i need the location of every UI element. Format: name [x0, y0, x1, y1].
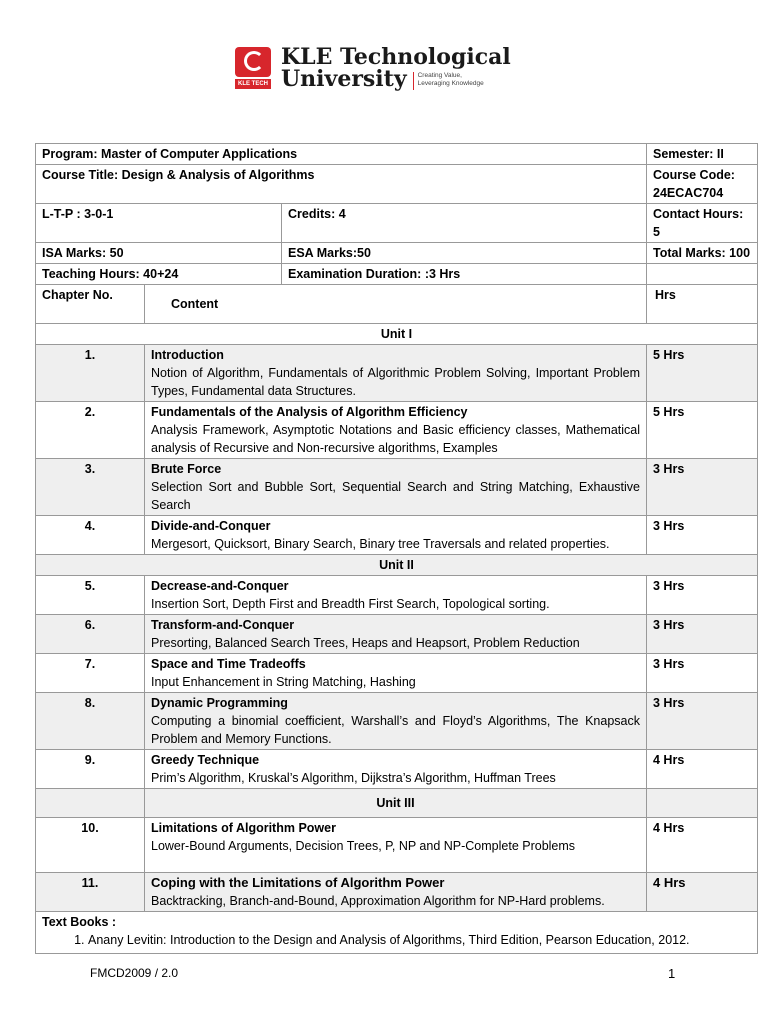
logo-badge: KLE TECH: [235, 79, 271, 89]
chapter-description: Lower-Bound Arguments, Decision Trees, P, NP and NP-Complete Problems: [151, 839, 576, 853]
chapter-hours: 3 Hrs: [647, 516, 758, 555]
chapter-hours: 5 Hrs: [647, 402, 758, 459]
credits-cell: Credits: 4: [282, 204, 647, 243]
chapter-hours: 3 Hrs: [647, 654, 758, 693]
chapter-hours: 4 Hrs: [647, 873, 758, 912]
chapter-hours: 5 Hrs: [647, 345, 758, 402]
chapter-row: [36, 576, 758, 615]
hrs-column-header: Hrs: [647, 285, 758, 324]
kle-emblem-icon: [233, 45, 273, 91]
logo-name-line2: University: [281, 66, 407, 92]
chapter-description: Input Enhancement in String Matching, Hashing: [151, 675, 416, 689]
esa-marks-cell: ESA Marks:50: [282, 243, 647, 264]
chapter-content: [145, 459, 647, 516]
chapter-description: Selection Sort and Bubble Sort, Sequential Search and String Matching, Exhaustive Search: [151, 480, 640, 512]
semester-cell: Semester: II: [647, 144, 758, 165]
textbooks-heading: Text Books :: [42, 915, 117, 929]
chapter-title: Limitations of Algorithm Power: [151, 821, 336, 835]
chapter-title: Coping with the Limitations of Algorithm Power: [151, 875, 445, 890]
chapter-hours: 3 Hrs: [647, 459, 758, 516]
exam-duration-cell: Examination Duration: :3 Hrs: [282, 264, 647, 285]
program-cell: Program: Master of Computer Applications: [36, 144, 647, 165]
unit-heading: Unit II: [36, 555, 758, 576]
syllabus-table: [35, 143, 758, 954]
chapter-content: [145, 516, 647, 555]
chapter-number: 2.: [36, 402, 145, 459]
chapter-number: 3.: [36, 459, 145, 516]
chapter-number: 10.: [36, 818, 145, 873]
unit-heading: Unit I: [36, 324, 758, 345]
chapter-number: 6.: [36, 615, 145, 654]
chapter-number: 8.: [36, 693, 145, 750]
chapter-hours: 4 Hrs: [647, 818, 758, 873]
chapter-description: Backtracking, Branch-and-Bound, Approximation Algorithm for NP-Hard problems.: [151, 894, 605, 908]
chapter-title: Introduction: [151, 348, 224, 362]
chapter-number: 4.: [36, 516, 145, 555]
chapter-content: [145, 345, 647, 402]
chapter-row: [36, 818, 758, 873]
chapter-content: [145, 576, 647, 615]
page-number: 1: [668, 966, 676, 981]
chapter-row: [36, 459, 758, 516]
chapter-hours: 3 Hrs: [647, 693, 758, 750]
total-marks-cell: Total Marks: 100: [647, 243, 758, 264]
chapter-title: Space and Time Tradeoffs: [151, 657, 306, 671]
chapter-content: [145, 818, 647, 873]
chapter-title: Greedy Technique: [151, 753, 260, 767]
chapter-row: [36, 693, 758, 750]
chapter-description: Mergesort, Quicksort, Binary Search, Binary tree Traversals and related properties.: [151, 537, 610, 551]
chapter-row: [36, 402, 758, 459]
teaching-hours-cell: Teaching Hours: 40+24: [36, 264, 282, 285]
textbooks-cell: [36, 912, 758, 954]
course-title-cell: Course Title: Design & Analysis of Algorithms: [36, 165, 647, 204]
chapter-description: Computing a binomial coefficient, Warshall’s and Floyd’s Algorithms, The Knapsack Problem and Memory Functions.: [151, 714, 640, 746]
course-code-cell: Course Code: 24ECAC704: [647, 165, 758, 204]
chapter-number: 5.: [36, 576, 145, 615]
chapter-row: [36, 750, 758, 789]
chapter-number: 9.: [36, 750, 145, 789]
empty-cell: [647, 264, 758, 285]
chapter-number: 7.: [36, 654, 145, 693]
chapter-title: Decrease-and-Conquer: [151, 579, 289, 593]
chapter-content: [145, 873, 647, 912]
textbook-item: 1. Anany Levitin: Introduction to the Design and Analysis of Algorithms, Third Edition, Pearson Education, 2012.: [88, 931, 751, 949]
chapter-description: Insertion Sort, Depth First and Breadth First Search, Topological sorting.: [151, 597, 550, 611]
chapter-number: 11.: [36, 873, 145, 912]
chapter-content: [145, 750, 647, 789]
chapter-column-header: Chapter No.: [36, 285, 145, 324]
chapter-row: [36, 516, 758, 555]
chapter-description: Prim’s Algorithm, Kruskal’s Algorithm, Dijkstra’s Algorithm, Huffman Trees: [151, 771, 556, 785]
chapter-title: Brute Force: [151, 462, 222, 476]
chapter-title: Divide-and-Conquer: [151, 519, 271, 533]
chapter-row: [36, 873, 758, 912]
chapter-title: Transform-and-Conquer: [151, 618, 295, 632]
chapter-hours: 4 Hrs: [647, 750, 758, 789]
chapter-row: [36, 615, 758, 654]
chapter-content: [145, 654, 647, 693]
isa-marks-cell: ISA Marks: 50: [36, 243, 282, 264]
chapter-row: [36, 654, 758, 693]
ltp-cell: L-T-P : 3-0-1: [36, 204, 282, 243]
chapter-hours: 3 Hrs: [647, 576, 758, 615]
chapter-title: Fundamentals of the Analysis of Algorithm Efficiency: [151, 405, 468, 419]
chapter-row: [36, 345, 758, 402]
chapter-number: 1.: [36, 345, 145, 402]
chapter-content: [145, 615, 647, 654]
textbooks-list: [42, 931, 751, 949]
chapter-title: Dynamic Programming: [151, 696, 288, 710]
chapter-content: [145, 693, 647, 750]
unit-heading: Unit III: [145, 789, 647, 818]
logo-tagline: Creating Value, Leveraging Knowledge: [413, 72, 484, 90]
logo-name-line1: KLE Technological: [281, 44, 511, 70]
chapter-description: Notion of Algorithm, Fundamentals of Algorithmic Problem Solving, Important Problem Types, Fundamental data Structures.: [151, 366, 640, 398]
chapter-hours: 3 Hrs: [647, 615, 758, 654]
document-code: FMCD2009 / 2.0: [90, 966, 179, 980]
chapter-description: Presorting, Balanced Search Trees, Heaps and Heapsort, Problem Reduction: [151, 636, 580, 650]
contact-hours-cell: Contact Hours: 5: [647, 204, 758, 243]
chapter-content: [145, 402, 647, 459]
chapter-description: Analysis Framework, Asymptotic Notations and Basic efficiency classes, Mathematical analysis of Recursive and Non-recursive algorithms, Examples: [151, 423, 640, 455]
content-column-header: Content: [145, 285, 647, 324]
university-logo: [233, 44, 535, 92]
